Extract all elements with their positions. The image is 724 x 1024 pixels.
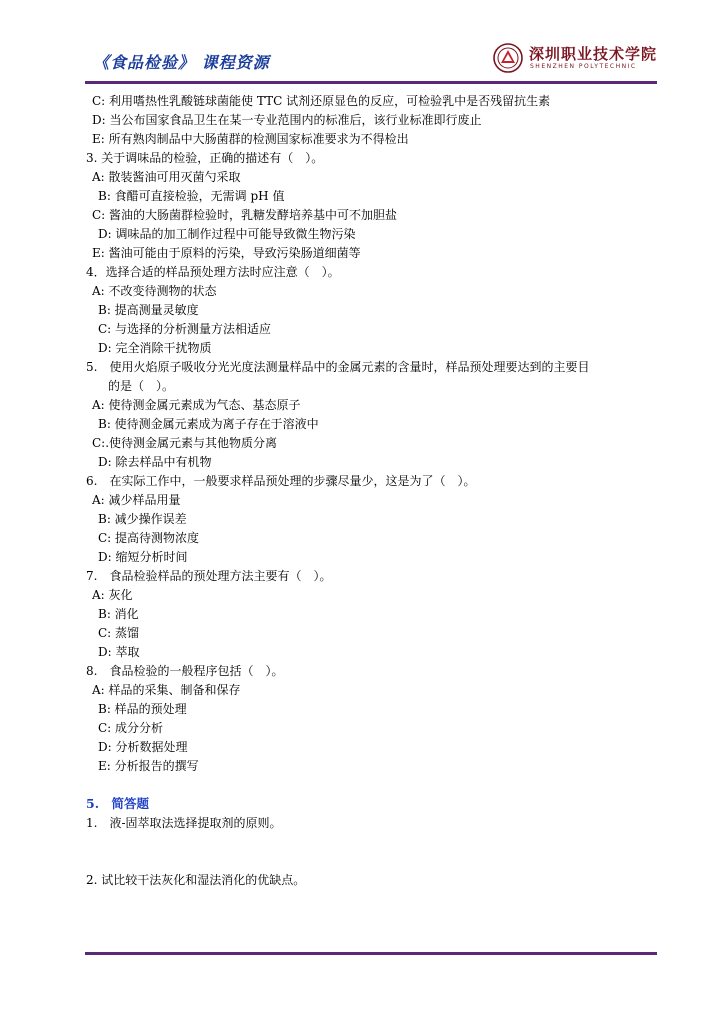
option-line: A: 使待测金属元素成为气态、基态原子 (92, 398, 301, 412)
option-line: E: 分析报告的撰写 (98, 759, 199, 773)
question-stem: 5. 使用火焰原子吸收分光光度法测量样品中的金属元素的含量时，样品预处理要达到的主要目 (86, 360, 590, 374)
school-name-cn: 深圳职业技术学院 (529, 45, 658, 63)
question-stem: 7. 食品检验样品的预处理方法主要有（ ）。 (86, 569, 332, 583)
option-line: D: 当公布国家食品卫生在某一专业范围内的标准后，该行业标准即行废止 (92, 113, 482, 127)
option-line: C:.使待测金属元素与其他物质分离 (92, 436, 278, 450)
option-line: D: 分析数据处理 (98, 740, 188, 754)
question-stem: 4．选择合适的样品预处理方法时应注意（ ）。 (86, 265, 340, 279)
question-stem-continued: 的是（ ）。 (108, 379, 175, 393)
footer-rule (85, 952, 657, 955)
option-line: A: 减少样品用量 (92, 493, 181, 507)
option-line: A: 样品的采集、制备和保存 (92, 683, 241, 697)
option-line: D: 除去样品中有机物 (98, 455, 212, 469)
option-line: D: 缩短分析时间 (98, 550, 188, 564)
option-line: C: 成分分析 (98, 721, 164, 735)
option-line: E: 酱油可能由于原料的污染，导致污染肠道细菌等 (92, 246, 361, 260)
option-line: D: 完全消除干扰物质 (98, 341, 212, 355)
short-answer-question: 2. 试比较干法灰化和湿法消化的优缺点。 (86, 873, 306, 887)
option-line: B: 减少操作误差 (98, 512, 187, 526)
option-line: C: 利用嗜热性乳酸链球菌能使 TTC 试剂还原显色的反应，可检验乳中是否残留抗生素 (92, 94, 551, 108)
option-line: B: 消化 (98, 607, 139, 621)
question-stem: 3. 关于调味品的检验，正确的描述有（ ）。 (86, 151, 324, 165)
option-line: C: 与选择的分析测量方法相适应 (98, 322, 272, 336)
option-line: B: 使待测金属元素成为离子存在于溶液中 (98, 417, 319, 431)
option-line: B: 食醋可直接检验，无需调 pH 值 (98, 189, 285, 203)
school-name-en: SHENZHEN POLYTECHNIC (530, 63, 637, 70)
option-line: B: 提高测量灵敏度 (98, 303, 199, 317)
option-line: C: 酱油的大肠菌群检验时，乳糖发酵培养基中可不加胆盐 (92, 208, 398, 222)
school-logo (493, 42, 658, 76)
option-line: D: 萃取 (98, 645, 140, 659)
short-answer-question: 1. 液-固萃取法选择提取剂的原则。 (86, 816, 282, 830)
question-stem: 8. 食品检验的一般程序包括（ ）。 (86, 664, 284, 678)
option-line: A: 散装酱油可用灭菌勺采取 (92, 170, 241, 184)
option-line: E: 所有熟肉制品中大肠菌群的检测国家标准要求为不得检出 (92, 132, 409, 146)
option-line: D: 调味品的加工制作过程中可能导致微生物污染 (98, 227, 356, 241)
school-seal-icon (493, 43, 523, 73)
option-line: A: 不改变待测物的状态 (92, 284, 217, 298)
option-line: C: 提高待测物浓度 (98, 531, 200, 545)
option-line: B: 样品的预处理 (98, 702, 187, 716)
section-heading: 5. 简答题 (86, 796, 150, 811)
option-line: C: 蒸馏 (98, 626, 140, 640)
course-title: 《食品检验》 课程资源 (93, 53, 270, 72)
page-header (85, 40, 657, 80)
option-line: A: 灰化 (92, 588, 133, 602)
question-stem: 6. 在实际工作中，一般要求样品预处理的步骤尽量少，这是为了（ ）。 (86, 474, 476, 488)
header-rule (85, 81, 657, 84)
